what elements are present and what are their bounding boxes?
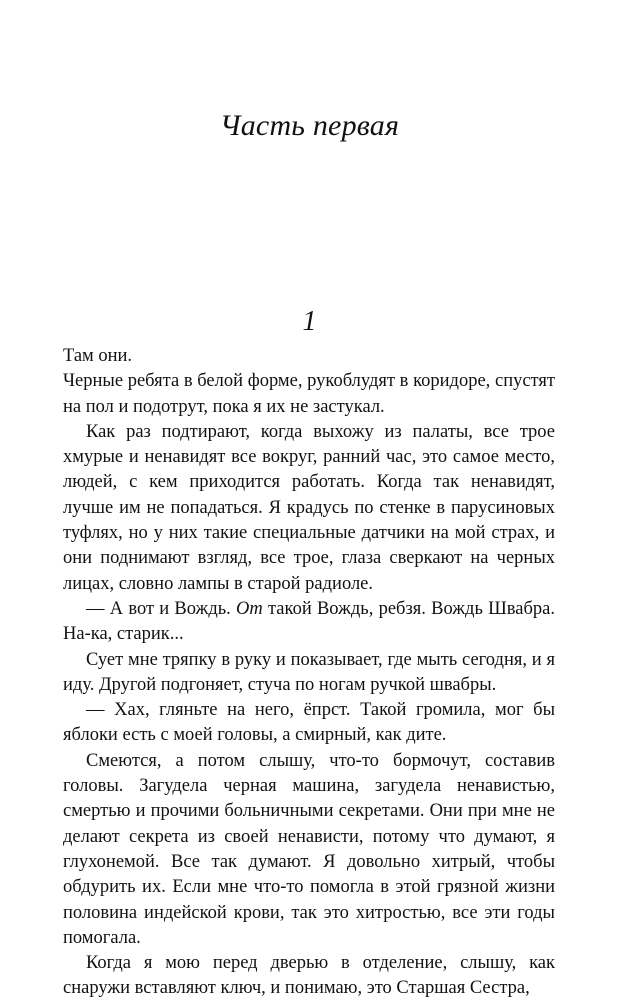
text-segment: Черные ребята в белой форме, рукоблудят в коридоре, спустят на пол и подотрут, пока я их не застукал. <box>63 371 555 417</box>
paragraph <box>63 749 555 951</box>
paragraph <box>63 951 555 1002</box>
paragraph <box>63 344 555 369</box>
text-segment: Как раз подтирают, когда выхожу из палаты, все трое хмурые и ненавидят все вокруг, ранний час, это самое место, людей, с кем приходится работать. Когда так ненавидят, лучше им не попадаться. Я крадусь по стенке в парусиновых туфлях, но у них такие специальные датчики на мой страх, и они поднимают взгляд, все трое, глаза сверкают на черных лицах, словно лампы в старой радиоле. <box>63 421 555 594</box>
text-segment: — Хах, гляньте на него, ёпрст. Такой громила, мог бы яблоки есть с моей головы, а смирный, как дите. <box>63 700 555 746</box>
part-title: Часть первая <box>219 109 400 142</box>
paragraph <box>63 420 555 597</box>
text-segment: такой Вождь, ребзя. Вождь Швабра. На-ка, старик... <box>63 598 555 645</box>
text-segment: Сует мне тряпку в руку и показывает, где мыть сегодня, и я иду. Другой подгоняет, стуча по ногам ручкой швабры. <box>63 649 555 695</box>
text-segment: Там они. <box>63 346 133 366</box>
paragraph <box>63 648 555 699</box>
paragraph <box>63 369 555 420</box>
text-segment: — А вот и Вождь. <box>86 598 237 619</box>
text-segment: Когда я мою перед дверью в отделение, слышу, как снаружи вставляют ключ, и понимаю, это Старшая Сестра, <box>63 953 555 999</box>
paragraph <box>63 597 555 648</box>
body-text <box>63 344 555 1002</box>
paragraph <box>63 698 555 749</box>
chapter-number: 1 <box>302 306 317 337</box>
italic-text-segment: От <box>236 598 263 619</box>
text-segment: Смеются, а потом слышу, что-то бормочут, составив головы. Загудела черная машина, загудела ненавистью, смертью и прочими больничными секретами. Они при мне не делают секрета из своей ненависти, потому что думают, я глухонемой. Все так думают. Я довольно хитрый, чтобы обдурить их. Если мне что-то помогла в этой грязной жизни половина индейской крови, так это хитростью, все эти годы помогала. <box>63 750 555 948</box>
